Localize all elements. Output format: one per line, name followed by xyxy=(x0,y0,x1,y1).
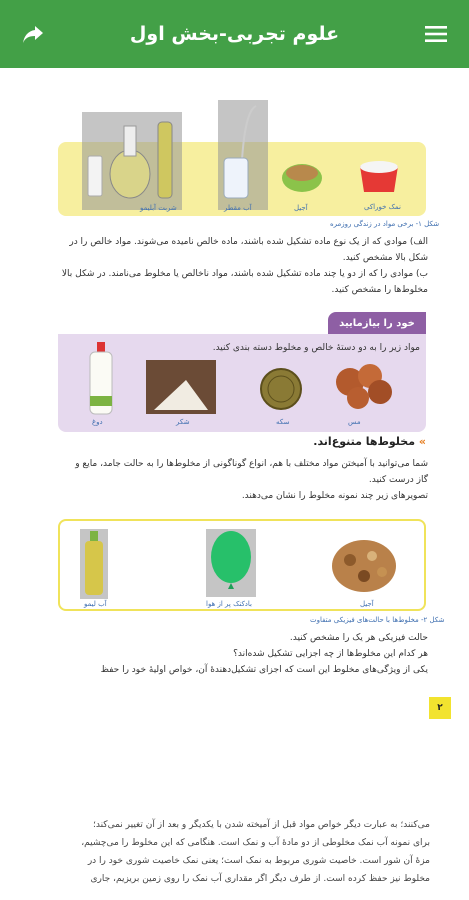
page-title: علوم تجربی-بخش اول xyxy=(129,23,340,45)
water-bottle-illustration xyxy=(218,100,268,210)
paragraph-line: مخلوط‌ها را مشخص کنید. xyxy=(331,285,428,295)
coin-illustration xyxy=(256,366,306,412)
paragraph-line: برای نمونه آب نمک مخلوطی از دو مادهٔ آب و نمک است. هنگامی که این مخلوط را می‌چشیم، xyxy=(81,838,430,848)
figure2-label: بادکنک پر از هوا xyxy=(206,600,252,608)
figure2-caption: شکل ۲- مخلوط‌ها با حالت‌های فیزیکی متفاوت xyxy=(310,616,445,624)
activity-label: سکه xyxy=(276,418,290,426)
section-title-text: مخلوط‌ها متنوع‌اند. xyxy=(313,435,416,448)
syrup-bottles-illustration xyxy=(82,112,182,210)
figure1-label: نمک خوراکی xyxy=(364,203,401,211)
paragraph-line: مزهٔ آن شور است. خاصیت شوری مربوط به نمک است؛ یعنی نمک خاصیت شوری خود را در xyxy=(87,856,430,866)
figure1-caption: شکل ۱- برخی مواد در زندگی روزمره xyxy=(330,220,440,228)
section-paragraph xyxy=(58,456,428,504)
paragraph-line: شکل بالا مشخص کنید. xyxy=(342,253,428,263)
activity-label: شکر xyxy=(176,418,190,426)
section-heading xyxy=(214,435,426,448)
figure2-label: آب لیمو xyxy=(84,600,107,608)
copper-illustration xyxy=(330,358,400,414)
intro-paragraph xyxy=(58,234,428,298)
activity-instruction: مواد زیر را به دو دستهٔ خالص و مخلوط دسته بندی کنید. xyxy=(212,343,420,353)
paragraph-line: ب) موادی را که از دو یا چند ماده تشکیل شده باشند، مواد ناخالص یا مخلوط می‌نامند. در شکل بالا xyxy=(61,269,428,279)
chevron-icon: » xyxy=(418,435,426,448)
lemon-juice-bottle-illustration xyxy=(80,529,108,599)
figure1-label: شربت آبلیمو xyxy=(140,204,177,212)
page-number-badge: ۲ xyxy=(429,697,451,719)
paragraph-line: گاز درست کنید. xyxy=(368,475,428,485)
activity-label: مس xyxy=(348,418,361,426)
share-arrow-icon xyxy=(21,24,45,44)
next-page-paragraph xyxy=(40,816,430,888)
paragraph-line: تصویرهای زیر چند نمونه مخلوط را نشان می‌دهند. xyxy=(241,491,428,501)
paragraph-line: الف) موادی که از یک نوع ماده تشکیل شده باشند، ماده خالص نامیده می‌شوند. مواد خالص را در xyxy=(69,237,428,247)
paragraph-line: شما می‌توانید با آمیختن مواد مختلف با هم، انواع گوناگونی از مخلوط‌ها را به حالت جامد، مایع و xyxy=(75,459,428,469)
paragraph-line: هر کدام این مخلوط‌ها از چه اجزایی تشکیل شده‌اند؟ xyxy=(233,649,428,659)
activity-label: دوغ xyxy=(92,418,103,426)
nuts-bowl-illustration xyxy=(280,156,324,196)
salt-bowl-illustration xyxy=(354,152,404,198)
paragraph-line: مخلوط نیز حفظ کرده است. از طرف دیگر اگر مقداری آب نمک را روی زمین بریزیم، جاری xyxy=(90,874,430,884)
hamburger-icon xyxy=(425,25,447,43)
figure1-label: آجیل xyxy=(294,204,308,212)
menu-button[interactable] xyxy=(421,19,451,49)
paragraph-line: یکی از ویژگی‌های مخلوط این است که اجزای تشکیل‌دهندهٔ آن، خواص اولیهٔ خود را حفظ xyxy=(100,665,428,675)
figure2-label: آجیل xyxy=(360,600,374,608)
doogh-bottle-illustration xyxy=(86,340,116,420)
activity-tab: خود را بیازمایید xyxy=(328,312,426,334)
questions-paragraph xyxy=(58,630,428,678)
sugar-illustration xyxy=(146,360,216,414)
paragraph-line: می‌کنند؛ به عبارت دیگر خواص مواد قبل از آمیخته شدن با یکدیگر و بعد از آن تغییر نمی‌کند؛ xyxy=(93,820,430,830)
balloon-illustration xyxy=(206,529,256,597)
nuts-illustration xyxy=(328,532,400,596)
figure1-label: آب مقطر xyxy=(224,204,252,212)
paragraph-line: حالت فیزیکی هر یک را مشخص کنید. xyxy=(289,633,428,643)
share-button[interactable] xyxy=(18,19,48,49)
app-bar xyxy=(0,0,469,68)
